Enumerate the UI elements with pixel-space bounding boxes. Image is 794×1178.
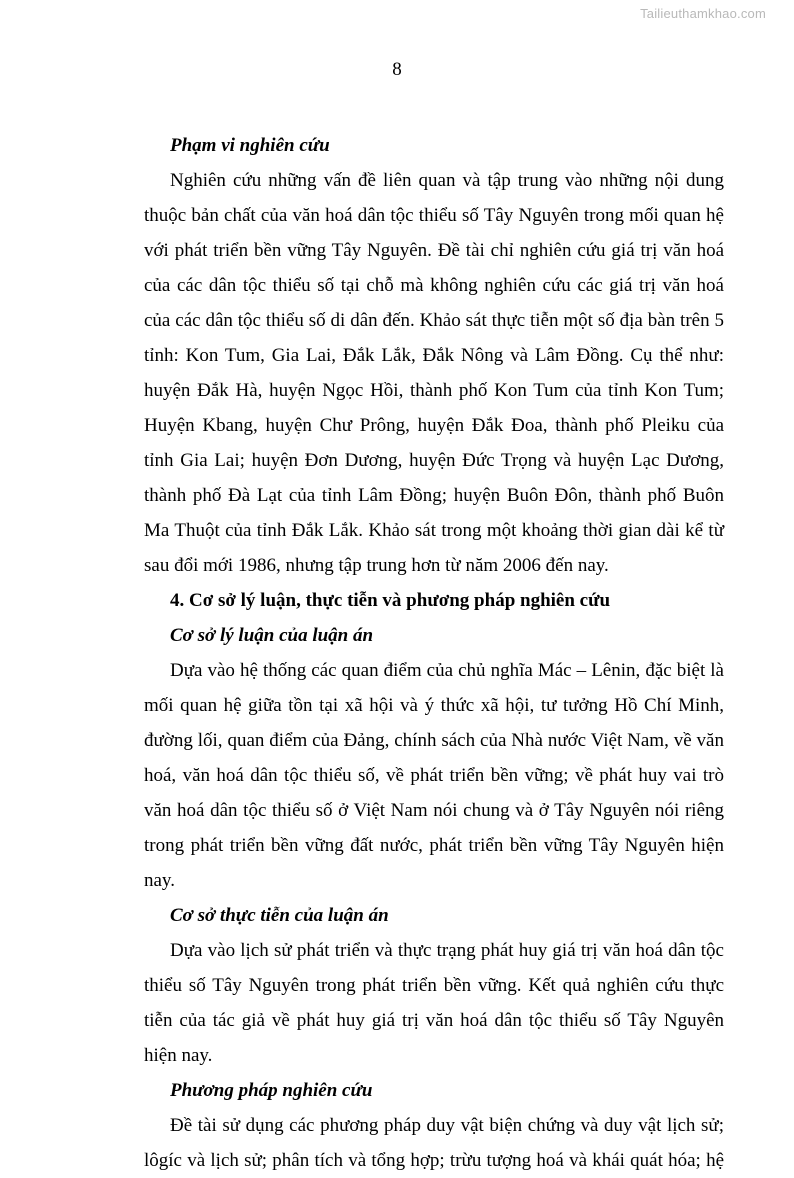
heading-co-so-ly-luan: Cơ sở lý luận của luận án <box>170 625 374 646</box>
heading-co-so-thuc-tien: Cơ sở thực tiễn của luận án <box>170 905 389 926</box>
watermark-site-label: Tailieuthamkhao.com <box>640 6 766 21</box>
page-number: 8 <box>392 59 402 80</box>
paragraph-co-so-thuc-tien: Dựa vào lịch sử phát triển và thực trạng phát huy giá trị văn hoá dân tộc thiểu số Tây Nguyên trong phát triển bền vững. Kết quả nghiên cứu thực tiễn của tác giả về phát huy giá trị văn hoá dân tộc thiểu số Tây Nguyên hiện nay. <box>144 940 724 1066</box>
paragraph-phuong-phap: Đề tài sử dụng các phương pháp duy vật biện chứng và duy vật lịch sử; lôgíc và lịch sử; phân tích và tổng hợp; trừu tượng hoá và khái quát hóa; hệ <box>144 1115 724 1171</box>
heading-section-4: 4. Cơ sở lý luận, thực tiễn và phương pháp nghiên cứu <box>170 590 611 611</box>
heading-pham-vi-nghien-cuu: Phạm vi nghiên cứu <box>170 135 330 156</box>
heading-phuong-phap-nghien-cuu: Phương pháp nghiên cứu <box>170 1080 373 1101</box>
paragraph-co-so-ly-luan: Dựa vào hệ thống các quan điểm của chủ nghĩa Mác – Lênin, đặc biệt là mối quan hệ giữa tồn tại xã hội và ý thức xã hội, tư tưởng Hồ Chí Minh, đường lối, quan điểm của Đảng, chính sách của Nhà nước Việt Nam, về văn hoá, văn hoá dân tộc thiểu số, về phát triển bền vững; về phát huy vai trò văn hoá dân tộc thiểu số ở Việt Nam nói chung và ở Tây Nguyên nói riêng trong phát triển bền vững đất nước, phát triển bền vững Tây Nguyên hiện nay. <box>144 660 724 891</box>
paragraph-pham-vi: Nghiên cứu những vấn đề liên quan và tập trung vào những nội dung thuộc bản chất của văn hoá dân tộc thiểu số Tây Nguyên trong mối quan hệ với phát triển bền vững Tây Nguyên. Đề tài chỉ nghiên cứu giá trị văn hoá của các dân tộc thiểu số tại chỗ mà không nghiên cứu các giá trị văn hoá của các dân tộc thiểu số di dân đến. Khảo sát thực tiễn một số địa bàn trên 5 tỉnh: Kon Tum, Gia Lai, Đắk Lắk, Đắk Nông và Lâm Đồng. Cụ thể như: huyện Đắk Hà, huyện Ngọc Hồi, thành phố Kon Tum của tỉnh Kon Tum; Huyện Kbang, huyện Chư Prông, huyện Đắk Đoa, thành phố Pleiku của tỉnh Gia Lai; huyện Đơn Dương, huyện Đức Trọng và huyện Lạc Dương, thành phố Đà Lạt của tỉnh Lâm Đồng; huyện Buôn Đôn, thành phố Buôn Ma Thuột của tỉnh Đắk Lắk. Khảo sát trong một khoảng thời gian dài kể từ sau đổi mới 1986, nhưng tập trung hơn từ năm 2006 đến nay. <box>144 170 724 576</box>
page-body <box>144 128 724 1178</box>
